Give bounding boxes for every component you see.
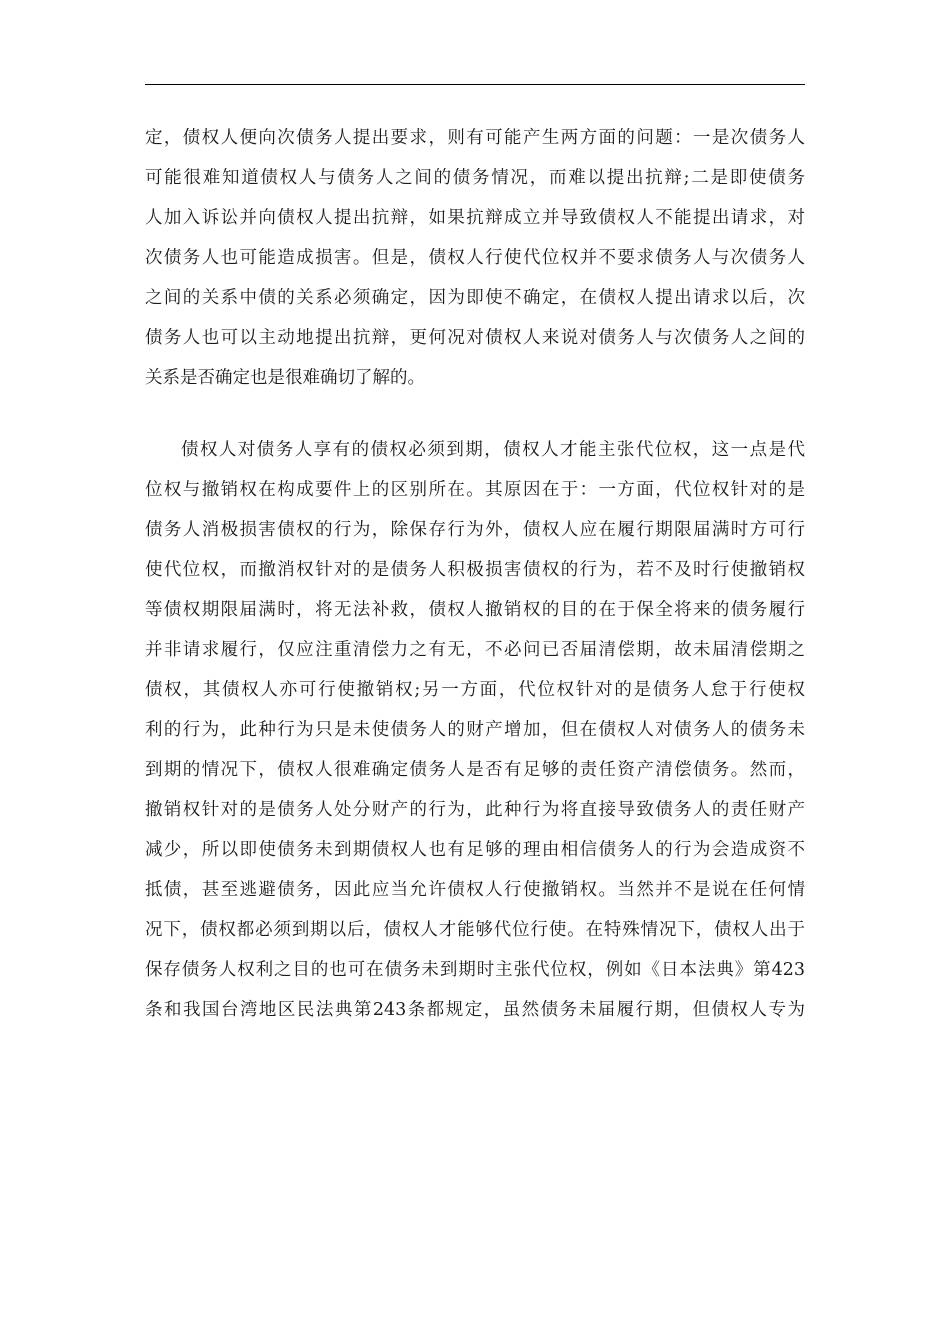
text-line: 债权，其债权人亦可行使撤销权;另一方面，代位权针对的是债务人怠于行使权 bbox=[145, 680, 805, 700]
text-line: 到期的情况下，债权人很难确定债务人是否有足够的责任资产清偿债务。然而， bbox=[145, 760, 805, 780]
text-line: 撤销权针对的是债务人处分财产的行为，此种行为将直接导致债务人的责任财产 bbox=[145, 800, 805, 820]
text-line: 债权人对债务人享有的债权必须到期，债权人才能主张代位权，这一点是代 bbox=[181, 440, 805, 460]
text-line: 定，债权人便向次债务人提出要求，则有可能产生两方面的问题：一是次债务人 bbox=[145, 128, 805, 148]
text-line: 人加入诉讼并向债权人提出抗辩，如果抗辩成立并导致债权人不能提出请求，对 bbox=[145, 208, 805, 228]
text-line: 使代位权，而撤消权针对的是债务人积极损害债权的行为，若不及时行使撤销权 bbox=[145, 560, 805, 580]
text-line: 条和我国台湾地区民法典第243条都规定，虽然债务未届履行期，但债权人专为 bbox=[145, 1000, 805, 1020]
text-line: 债务人也可以主动地提出抗辩，更何况对债权人来说对债务人与次债务人之间的 bbox=[145, 328, 805, 348]
text-line: 等债权期限届满时，将无法补救，债权人撤销权的目的在于保全将来的债务履行 bbox=[145, 600, 805, 620]
text-line: 减少，所以即使债务未到期债权人也有足够的理由相信债务人的行为会造成资不 bbox=[145, 840, 805, 860]
document-body bbox=[145, 118, 805, 1030]
text-line: 关系是否确定也是很难确切了解的。 bbox=[145, 368, 425, 388]
text-line: 抵债，甚至逃避债务，因此应当允许债权人行使撤销权。当然并不是说在任何情 bbox=[145, 880, 805, 900]
paragraph-1 bbox=[145, 118, 805, 398]
text-line: 次债务人也可能造成损害。但是，债权人行使代位权并不要求债务人与次债务人 bbox=[145, 248, 805, 268]
text-line: 可能很难知道债权人与债务人之间的债务情况，而难以提出抗辩;二是即使债务 bbox=[145, 168, 805, 188]
header-rule bbox=[145, 84, 805, 85]
text-line: 并非请求履行，仅应注重清偿力之有无，不必问已否届清偿期，故未届清偿期之 bbox=[145, 640, 805, 660]
text-line: 之间的关系中债的关系必须确定，因为即使不确定，在债权人提出请求以后，次 bbox=[145, 288, 805, 308]
paragraph-2 bbox=[145, 430, 805, 1030]
text-line: 况下，债权都必须到期以后，债权人才能够代位行使。在特殊情况下，债权人出于 bbox=[145, 920, 805, 940]
text-line: 利的行为，此种行为只是未使债务人的财产增加，但在债权人对债务人的债务未 bbox=[145, 720, 805, 740]
text-line: 债务人消极损害债权的行为，除保存行为外，债权人应在履行期限届满时方可行 bbox=[145, 520, 805, 540]
text-line: 保存债务人权利之目的也可在债务未到期时主张代位权，例如《日本法典》第423 bbox=[145, 960, 805, 980]
paragraph-spacer bbox=[145, 398, 805, 430]
text-line: 位权与撤销权在构成要件上的区别所在。其原因在于：一方面，代位权针对的是 bbox=[145, 480, 805, 500]
